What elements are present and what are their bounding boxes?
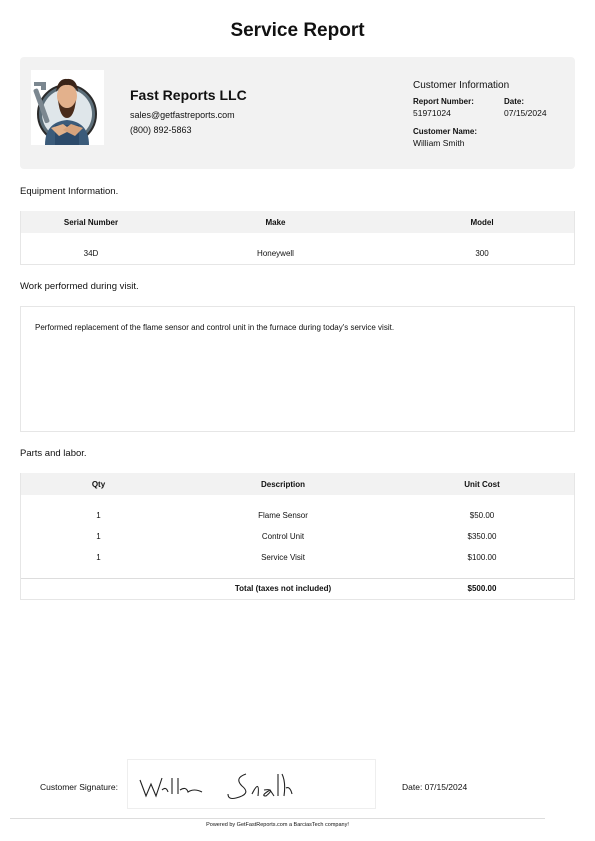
date-label: Date:: [504, 97, 525, 106]
description-cell: Flame Sensor: [258, 511, 308, 520]
company-name: Fast Reports LLC: [130, 87, 247, 103]
col-qty: Qty: [21, 473, 176, 495]
parts-table: [20, 473, 575, 600]
total-row: [21, 578, 574, 599]
company-email: sales@getfastreports.com: [130, 110, 235, 120]
serial-number-cell: 34D: [83, 249, 99, 258]
footer-text: Powered by GetFastReports.com a BarciasTech company!: [206, 822, 349, 828]
footer-divider: [10, 818, 545, 819]
col-unit-cost: Unit Cost: [390, 473, 574, 495]
company-phone: (800) 892-5863: [130, 125, 192, 135]
work-description-box: [20, 306, 575, 432]
report-number-value: 51971024: [413, 108, 451, 118]
work-label: Work performed during visit.: [20, 281, 139, 292]
table-row: [21, 547, 574, 568]
unit-cost-cell: $50.00: [469, 511, 495, 520]
col-make: Make: [161, 211, 390, 233]
model-cell: 300: [475, 249, 489, 258]
col-model: Model: [390, 211, 574, 233]
unit-cost-cell: $100.00: [467, 553, 497, 562]
customer-info-heading: Customer Information: [413, 80, 510, 91]
description-cell: Control Unit: [261, 532, 305, 541]
table-row: [21, 526, 574, 547]
customer-name-value: William Smith: [413, 138, 465, 148]
col-description: Description: [176, 473, 390, 495]
qty-cell: 1: [96, 511, 101, 520]
date-value: 07/15/2024: [504, 108, 547, 118]
report-number-label: Report Number:: [413, 97, 474, 106]
unit-cost-cell: $350.00: [467, 532, 497, 541]
table-row: [21, 243, 574, 264]
header-card: [20, 57, 575, 169]
equipment-table: [20, 211, 575, 265]
parts-label: Parts and labor.: [20, 448, 87, 459]
equipment-label: Equipment Information.: [20, 186, 119, 197]
company-logo-icon: [31, 70, 104, 145]
qty-cell: 1: [96, 553, 101, 562]
total-value: $500.00: [467, 584, 497, 594]
signature-image: [127, 759, 376, 809]
signature-label: Customer Signature:: [40, 782, 118, 792]
qty-cell: 1: [96, 532, 101, 541]
customer-name-label: Customer Name:: [413, 127, 478, 136]
col-serial-number: Serial Number: [21, 211, 161, 233]
total-label: Total (taxes not included): [234, 584, 332, 594]
table-row: [21, 505, 574, 526]
signature-date: Date: 07/15/2024: [402, 782, 468, 792]
report-title: Service Report: [230, 20, 365, 41]
description-cell: Service Visit: [261, 553, 305, 562]
work-description-text: Performed replacement of the flame sensor and control unit in the furnace during today's service visit.: [35, 323, 395, 332]
make-cell: Honeywell: [257, 249, 294, 258]
